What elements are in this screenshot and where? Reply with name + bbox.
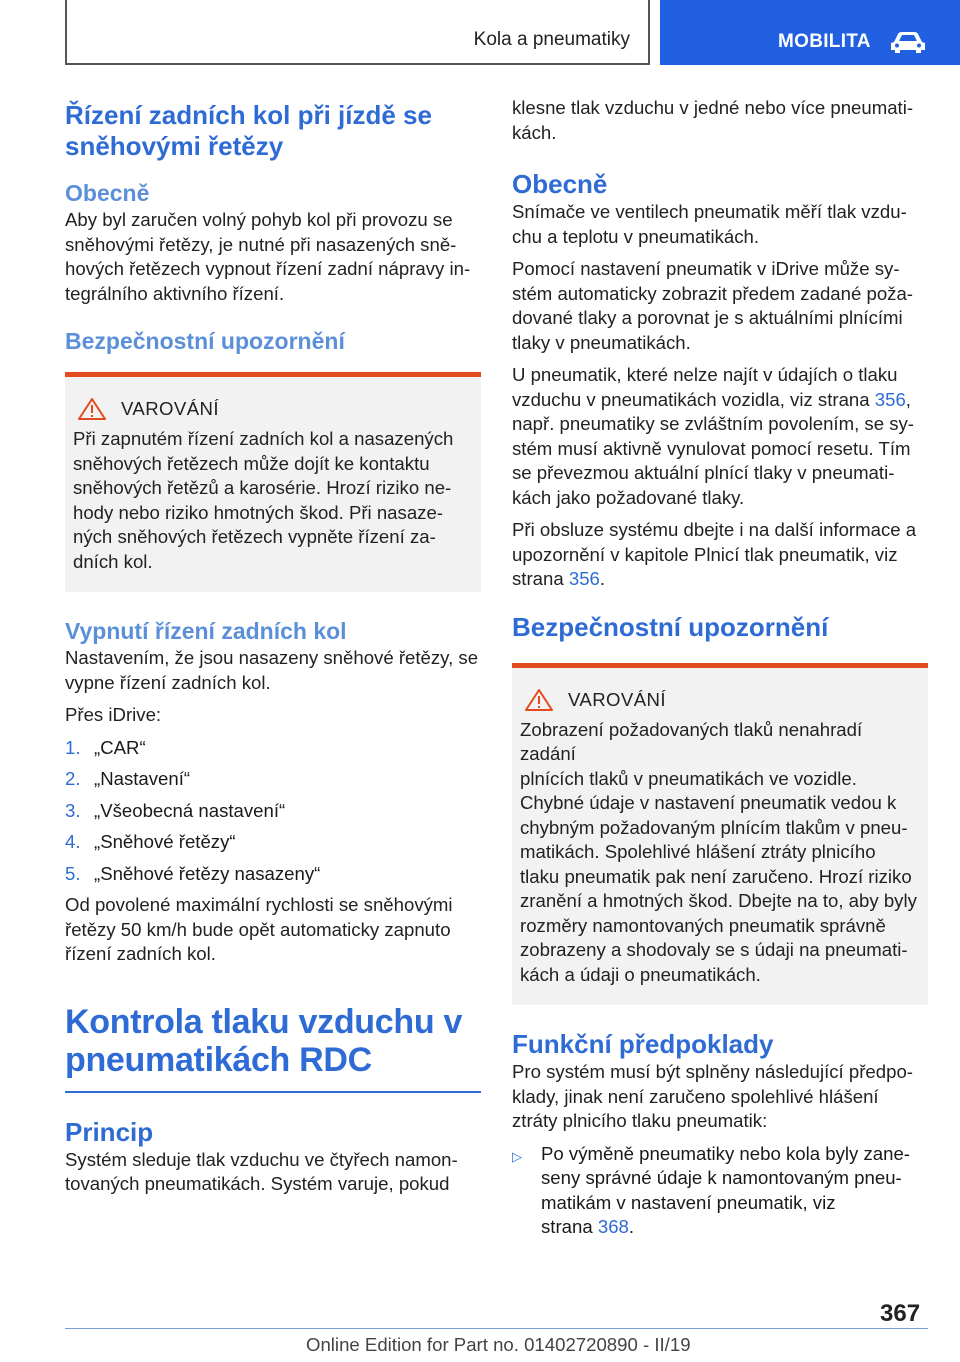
- text-line: řízení zadních kol.: [65, 943, 216, 964]
- header-chapter-tab[interactable]: [660, 0, 960, 65]
- subheading-safety: Bezpečnostní upozornění: [65, 328, 345, 354]
- text-line: stém automaticky zobrazit předem zadané poža‐: [512, 282, 913, 304]
- text-line: Nastavením, že jsou nasazeny sněhové řetězy, se: [65, 647, 479, 668]
- step-number: 4.: [65, 831, 81, 852]
- list-item: [512, 1142, 928, 1240]
- subheading-obecne-rdc: Obecně: [512, 169, 608, 199]
- text-line: seny správné údaje k namontovaným pneu‐: [541, 1167, 902, 1188]
- text-line: tegrálního aktivního řízení.: [65, 282, 285, 304]
- text-line: Pomocí nastavení pneumatik v iDrive může sy‐: [512, 258, 900, 279]
- page-link-356[interactable]: 356: [874, 388, 906, 410]
- text-line: [512, 388, 928, 413]
- chapter-title-rdc: [65, 1003, 481, 1079]
- header-section-box: [65, 0, 650, 65]
- text-line: plnících tlaků v pneumatikách ve vozidle.: [520, 767, 857, 789]
- text-span: ,: [905, 388, 911, 410]
- paragraph-prerequisites: [512, 1060, 928, 1134]
- text-line: Pro systém musí být splněny následující předpo‐: [512, 1061, 913, 1082]
- text-line: sněhovými řetězy, je nutné při nasazených sně‐: [65, 233, 457, 255]
- paragraph-continued: [512, 96, 928, 145]
- step-number: 2.: [65, 768, 81, 789]
- subheading-prerequisites: Funkční předpoklady: [512, 1029, 774, 1059]
- text-line: U pneumatik, které nelze najít v údajích o tlaku: [512, 364, 898, 385]
- step-number: 3.: [65, 799, 81, 821]
- text-line: hových řetězech vypnout řízení zadní nápravy in‐: [65, 258, 471, 279]
- text-line: tovaných pneumatikách. Systém varuje, pokud: [65, 1173, 450, 1194]
- text-line: Zobrazení požadovaných tlaků nenahradí zadání: [520, 718, 863, 764]
- right-column: [512, 96, 928, 1240]
- text-line: Po výměně pneumatiky nebo kola byly zane‐: [541, 1142, 910, 1164]
- subheading-princip: Princip: [65, 1116, 154, 1147]
- paragraph-sensors: [512, 200, 928, 249]
- page-link-368[interactable]: 368: [597, 1216, 629, 1237]
- bullet-triangle-icon: ▷: [512, 1148, 522, 1164]
- text-line: [512, 567, 928, 592]
- text-line: chu a teplotu v pneumatikách.: [512, 225, 760, 247]
- list-item: [65, 830, 481, 855]
- text-line: klady, jinak není zaručeno spolehlivé hlášení: [512, 1085, 879, 1107]
- page-number: 367: [880, 1300, 921, 1327]
- text-line: hody nebo riziko hmotných škod. Při nasaze‐: [73, 501, 443, 523]
- text-line: Při zapnutém řízení zadních kol a nasazených: [73, 428, 454, 449]
- text-line: Od povolené maximální rychlosti se sněhovými: [65, 894, 453, 915]
- step-text: „CAR“: [94, 736, 146, 758]
- paragraph-further-info: [512, 518, 928, 592]
- text-line: Při obsluze systému dbejte i na další informace a: [512, 519, 917, 540]
- paragraph-special-tyres: [512, 363, 928, 510]
- text-span: .: [599, 568, 606, 589]
- text-line: matikám v nastavení pneumatik, viz: [541, 1191, 836, 1213]
- text-line: tlaku pneumatik pak není zaručeno. Hrozí riziko: [520, 865, 912, 887]
- text-span: strana: [512, 568, 564, 589]
- list-item: [65, 736, 481, 761]
- text-line: se převezmou aktuální plnící tlaky v pneumati‐: [512, 462, 895, 483]
- section-title-line: sněhovými řetězy: [65, 131, 284, 161]
- subheading-safety-rdc: Bezpečnostní upozornění: [512, 611, 829, 642]
- text-line: upozornění v kapitole Plnicí tlak pneumatik, viz: [512, 543, 898, 565]
- warning-box: [65, 372, 481, 592]
- warning-title: VAROVÁNÍ: [121, 398, 219, 419]
- warning-text: [73, 427, 471, 574]
- section-title-rear-steering: [65, 100, 481, 162]
- text-line: ných sněhových řetězech vypněte řízení za‐: [73, 526, 436, 547]
- warning-triangle-icon: [524, 688, 554, 712]
- footer-rule: [65, 1328, 928, 1329]
- warning-triangle-icon: [77, 397, 107, 421]
- car-icon: [888, 30, 928, 54]
- text-line: sněhových řetězů a karosérie. Hrozí riziko ne‐: [73, 477, 452, 498]
- text-line: řetězy 50 km/h bude opět automaticky zapnuto: [65, 918, 451, 940]
- text-line: rozměry namontovaných pneumatik správně: [520, 914, 886, 936]
- list-item: [65, 767, 481, 792]
- subheading-disable-rear-steering: Vypnutí řízení zadních kol: [65, 618, 347, 644]
- page-link-356[interactable]: 356: [568, 568, 600, 589]
- left-column: [65, 100, 481, 1197]
- steps-list: [65, 736, 481, 887]
- text-line: kách.: [512, 121, 557, 143]
- text-line: matikách. Spolehlivé hlášení ztráty plnicího: [520, 841, 876, 862]
- header-section-title: Kola a pneumatiky: [473, 29, 630, 50]
- text-line: např. pneumatiky se zvláštním povolením, se sy‐: [512, 413, 914, 434]
- text-span: vzduchu v pneumatikách vozidla, viz strana: [512, 388, 870, 410]
- text-line: Snímače ve ventilech pneumatik měří tlak vzdu‐: [512, 201, 907, 222]
- header-chapter-label: MOBILITA: [778, 31, 871, 52]
- text-line: ztráty plnicího tlaku pneumatik:: [512, 1110, 768, 1131]
- paragraph-obecne: [65, 208, 481, 306]
- text-line: kách a údaji o pneumatikách.: [520, 963, 761, 985]
- list-item: [65, 799, 481, 824]
- step-number: 5.: [65, 862, 81, 884]
- warning-box: [512, 663, 928, 1006]
- warning-text: [520, 718, 918, 988]
- paragraph-disable: [65, 646, 481, 695]
- text-line: tlaky v pneumatikách.: [512, 331, 691, 353]
- text-span: .: [628, 1216, 635, 1237]
- text-span: strana: [541, 1216, 593, 1237]
- step-text: „Sněhové řetězy“: [94, 831, 236, 852]
- step-text: „Sněhové řetězy nasazeny“: [94, 862, 321, 884]
- footer-edition: Online Edition for Part no. 01402720890 - II/19: [306, 1334, 691, 1355]
- text-line: zranění a hmotných škod. Dbejte na to, aby byly: [520, 890, 917, 911]
- text-line: Chybné údaje v nastavení pneumatik vedou k: [520, 792, 897, 813]
- step-text: „Všeobecná nastavení“: [94, 799, 286, 821]
- paragraph-princip: [65, 1148, 481, 1197]
- step-text: „Nastavení“: [94, 768, 191, 789]
- text-line: dních kol.: [73, 550, 153, 572]
- chapter-title-line: Kontrola tlaku vzduchu v: [65, 1002, 463, 1041]
- paragraph-via-idrive: Přes iDrive:: [65, 704, 162, 725]
- text-line: [541, 1215, 910, 1240]
- text-line: sněhových řetězech může dojít ke kontaktu: [73, 452, 430, 474]
- list-item: [65, 862, 481, 887]
- paragraph-idrive-settings: [512, 257, 928, 355]
- chapter-title-line: pneumatikách RDC: [65, 1040, 372, 1079]
- text-line: Aby byl zaručen volný pohyb kol při provozu se: [65, 209, 453, 230]
- text-line: dované tlaky a porovnat je s aktuálními plnícími: [512, 307, 903, 328]
- text-line: vypne řízení zadních kol.: [65, 671, 271, 693]
- section-title-line: Řízení zadních kol při jízdě se: [65, 100, 432, 130]
- text-line: stém musí aktivně vynulovat pomocí resetu. Tím: [512, 437, 911, 459]
- text-line: chybným požadovaným plnícím tlakům v pneu‐: [520, 816, 908, 838]
- paragraph-after-steps: [65, 893, 481, 967]
- text-line: kách jako požadované tlaky.: [512, 486, 745, 508]
- text-line: klesne tlak vzduchu v jedné nebo více pneumati‐: [512, 97, 914, 118]
- subheading-obecne: Obecně: [65, 180, 150, 206]
- text-line: zobrazeny a shodovaly se s údaji na pneumati‐: [520, 939, 908, 960]
- text-line: Systém sleduje tlak vzduchu ve čtyřech namon‐: [65, 1148, 458, 1170]
- step-number: 1.: [65, 736, 81, 758]
- warning-title: VAROVÁNÍ: [568, 688, 666, 710]
